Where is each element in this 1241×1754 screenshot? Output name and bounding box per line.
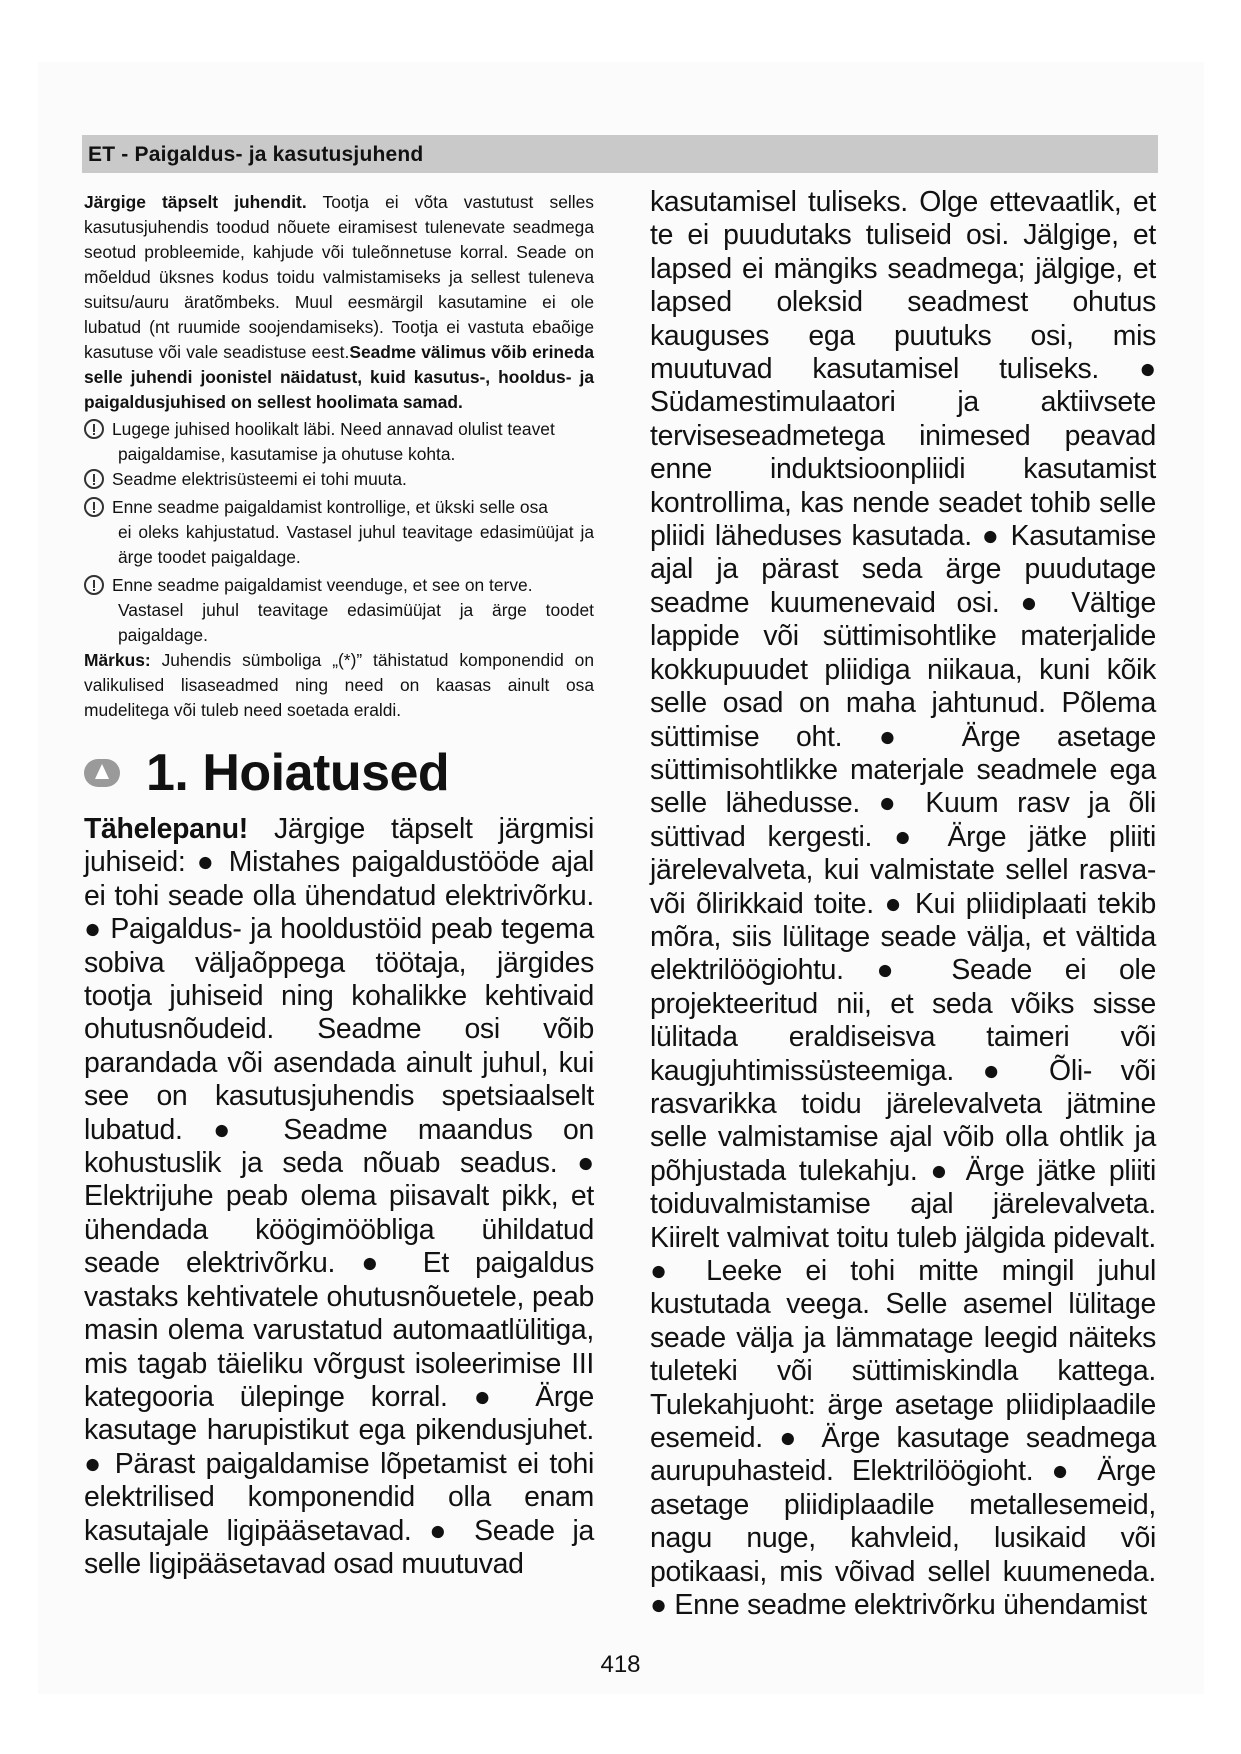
note-first-line: Seadme elektrisüsteemi ei tohi muuta.: [112, 469, 407, 489]
section-header: [82, 135, 1158, 173]
remark-label: Märkus:: [84, 650, 151, 670]
info-icon: [84, 497, 104, 517]
warnings-right-text: kasutamisel tuliseks. Olge ettevaatlik, et te ei puudutaks tuliseid osi. Jälgige, et lapsed ei mängiks seadmega; jälgige, et lapsed oleksid seadmest ohutus kauguses ega puutuks osi, mis muutuvad kasutamisel tuliseks. ● Südamestimulaatori ja aktiivsete terviseseadmetega inimesed peavad enne induktsioonpliidi kasutamist kontrollima, kas nende seadet tohib selle pliidi läheduses kasutada. ● Kasutamise ajal ja pärast seda ärge puudutage seadme kuumenevaid osi. ● Vältige lappide või süttimisohtlike materjalide kokkupuudet pliidiga niikaua, kuni kõik selle osad on maha jahtunud. Põlema süttimise oht. ● Ärge asetage süttimisohtlikke materjale seadmele ega selle lähedusse. ● Kuum rasv ja õli süttivad kergesti. ● Ärge jätke pliiti järelevalveta, kui valmistate sellel rasva- või õlirikkaid toite. ● Kui pliidiplaati tekib mõra, siis lülitage seade välja, et vältida elektrilöögiohtu. ● Seade ei ole projekteeritud nii, et seda võiks sisse lülitada eraldiseisva taimeri või kaugjuhtimissüsteemiga. ● Õli- või rasvarikka toidu järelevalveta jätmine selle valmistamise ajal võib olla ohtlik ja põhjustada tulekahju. ● Ärge jätke pliiti toiduvalmistamise ajal järelevalveta. Kiirelt valmivat toitu tuleb jälgida pidevalt. ● Leeke ei tohi mitte mingil juhul kustutada veega. Selle asemel lülitage seade välja ja lämmatage leegid näiteks tuleteki või süttimiskindla kattega. Tulekahjuoht: ärge asetage pliidiplaadile esemeid. ● Ärge kasutage seadmega aurupuhasteid. Elektrilöögioht. ● Ärge asetage pliidiplaadile metallesemeid, nagu nuge, kahvleid, lusikaid või potikaasi, mis võivad sellel kuumeneda. ● Enne seadme elektrivõrku ühendamist: [650, 186, 1156, 1622]
note-item: [84, 495, 594, 570]
right-column: [650, 186, 1156, 1622]
note-item: [84, 573, 594, 648]
info-icon: [84, 469, 104, 489]
intro-text: Tootja ei võta vastutust selles kasutusjuhendis toodud nõuete eiramisest tulenevate seadmega seotud probleemide, kahjude või tuleõnnetuse korral. Seade on mõeldud üksnes kodus toidu valmistamiseks ja sellest tuleneva suitsu/auru äratõmbeks. Muul eesmärgil kasutamine ei ole lubatud (nt ruumide soojendamiseks). Tootja ei vastuta ebaõige kasutuse või vale seadistuse eest.: [84, 192, 594, 362]
note-rest: ei oleks kahjustatud. Vastasel juhul teavitage edasimüüjat ja ärge toodet paigaldage.: [118, 522, 594, 567]
warning-icon: [84, 759, 120, 787]
intro-paragraph: [84, 190, 594, 415]
intro-lead: Järgige täpselt juhendit.: [84, 192, 307, 212]
note-rest: Vastasel juhul teavitage edasimüüjat ja ärge toodet paigaldage.: [118, 600, 594, 645]
warnings-body-left: Järgige täpselt järgmisi juhiseid: ● Mistahes paigaldustööde ajal ei tohi seade olla ühendatud elektrivõrku. ● Paigaldus- ja hooldustöid peab tegema sobiva väljaõppega töötaja, järgides tootja juhiseid ning kohalikke kehtivaid ohutusnõudeid. Seadme osi võib parandada või asendada ainult juhul, kui see on kasutusjuhendis spetsiaalselt lubatud. ● Seadme maandus on kohustuslik ja seda nõuab seadus. ● Elektrijuhe peab olema piisavalt pikk, et ühendada köögimööbliga ühildatud seade elektrivõrku. ● Et paigaldus vastaks kehtivatele ohutusnõuetele, peab masin olema varustatud automaatlülitiga, mis tagab täieliku võrgust isoleerimise III kategooria ülepinge korral. ● Ärge kasutage harupistikut ega pikendusjuhet. ● Pärast paigaldamise lõpetamist ei tohi elektrilised komponendid olla enam kasutajale ligipääsetavad. ● Seade ja selle ligipääsetavad osad muutuvad: [84, 813, 594, 1580]
section-heading-row: [84, 743, 594, 803]
info-icon: [84, 575, 104, 595]
header-title: ET - Paigaldus- ja kasutusjuhend: [88, 143, 424, 166]
note-first-line: Enne seadme paigaldamist veenduge, et see on terve.: [112, 575, 533, 595]
left-column: [84, 190, 594, 1581]
note-first-line: Lugege juhised hoolikalt läbi. Need annavad olulist teavet: [112, 419, 555, 439]
info-icon: [84, 419, 104, 439]
remark-text: Juhendis sümboliga „(*)” tähistatud komponendid on valikulised lisaseadmed ning need on kaasas ainult osa mudelitega või tuleb need soetada eraldi.: [84, 650, 594, 720]
note-item: [84, 417, 594, 467]
note-first-line: Enne seadme paigaldamist kontrollige, et ükski selle osa: [112, 497, 548, 517]
note-item: [84, 467, 594, 492]
intro-bold-tail: Seadme välimus võib erineda selle juhendi joonistel näidatust, kuid kasutus-, hooldus- ja paigaldusjuhised on sellest hoolimata samad.: [84, 342, 594, 412]
warnings-left-text: [84, 813, 594, 1581]
page-number: 418: [600, 1651, 641, 1678]
remark-paragraph: [84, 648, 594, 723]
section-heading: 1. Hoiatused: [146, 744, 450, 802]
note-rest: paigaldamise, kasutamise ja ohutuse kohta.: [118, 444, 456, 464]
warnings-lead: Tähelepanu!: [84, 813, 248, 845]
